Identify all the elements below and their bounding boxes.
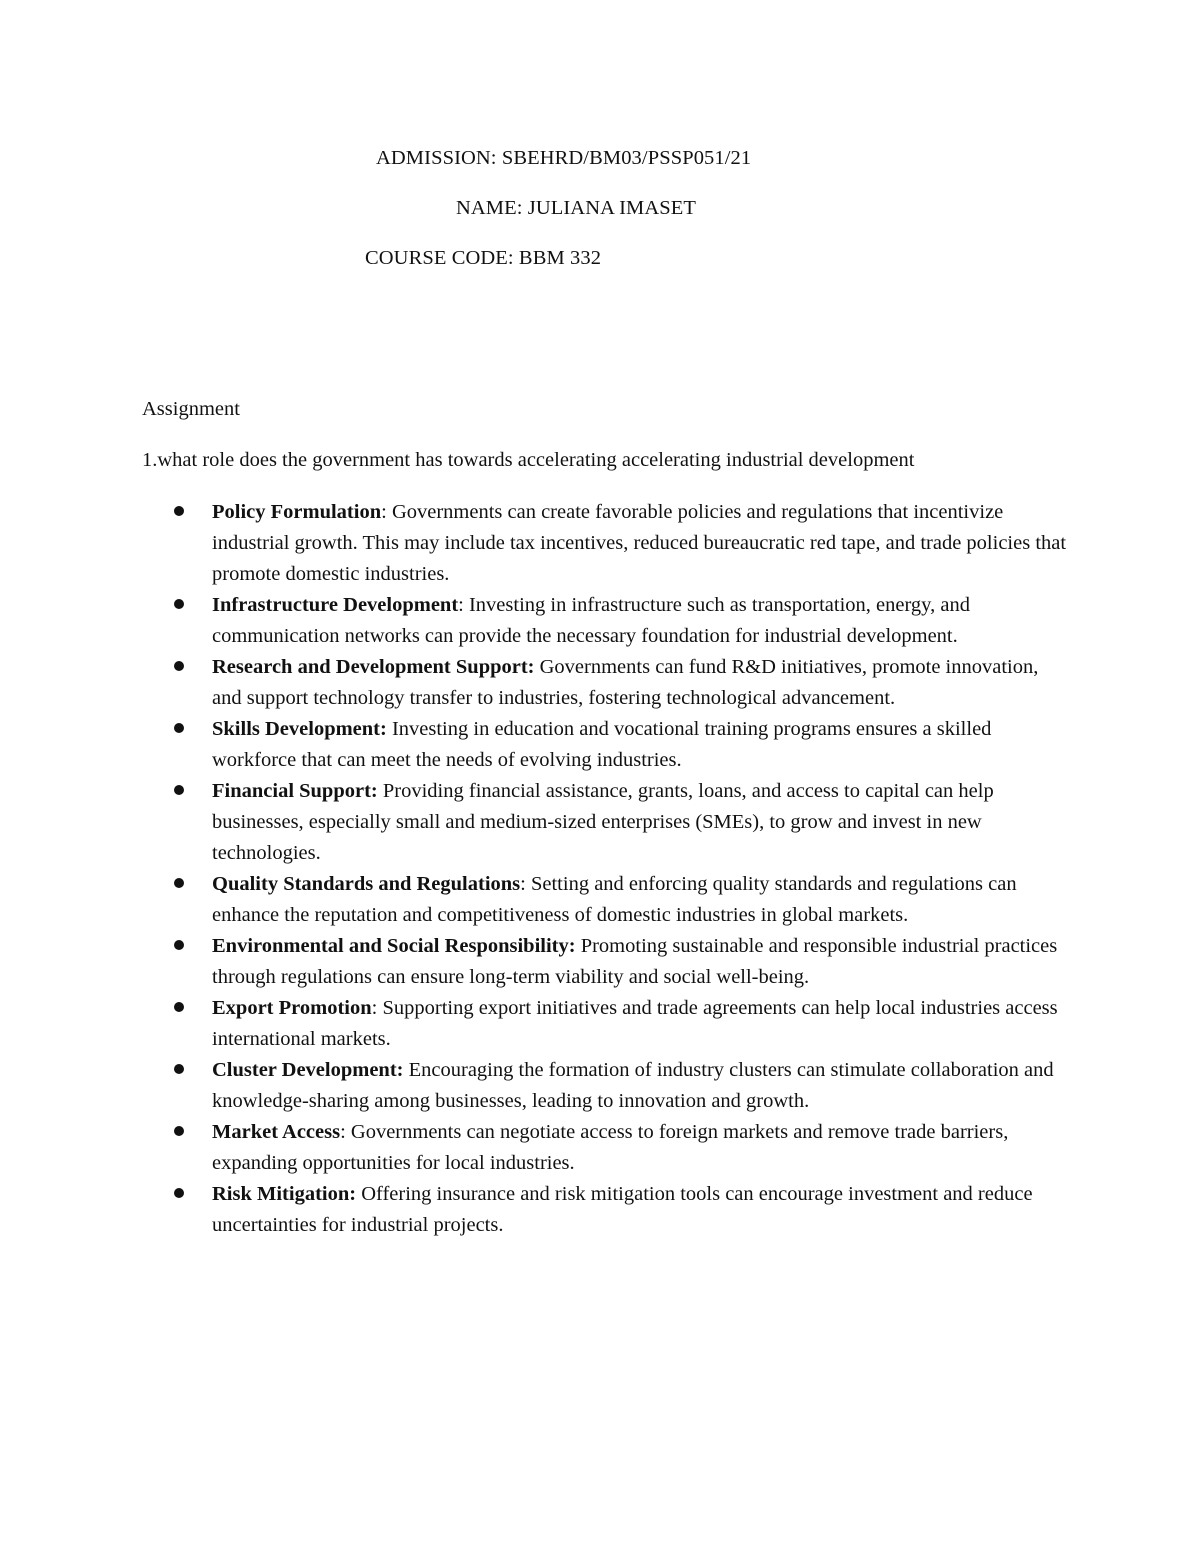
bullet-icon xyxy=(174,599,184,609)
bullet-term: Environmental and Social Responsibility: xyxy=(212,935,576,957)
bullet-text: Promoting sustainable and responsible industrial practices through regulations can ensure long-term viability and social well-being. xyxy=(212,935,1058,988)
list-item xyxy=(172,1179,1072,1241)
list-item xyxy=(172,869,1072,931)
bullet-separator: : xyxy=(381,501,387,523)
bullet-icon xyxy=(174,661,184,671)
bullet-icon xyxy=(174,1002,184,1012)
bullet-text: Investing in education and vocational training programs ensures a skilled workforce that can meet the needs of evolving industries. xyxy=(212,718,992,771)
bullet-text: Supporting export initiatives and trade agreements can help local industries access international markets. xyxy=(212,997,1058,1050)
admission-line: ADMISSION: SBEHRD/BM03/PSSP051/21 xyxy=(376,147,752,169)
bullet-text: Governments can create favorable policies and regulations that incentivize industrial growth. This may include tax incentives, reduced bureaucratic red tape, and trade policies that promote domestic industries. xyxy=(212,501,1067,585)
bullet-term: Quality Standards and Regulations xyxy=(212,873,521,895)
bullet-text: Investing in infrastructure such as transportation, energy, and communication networks can provide the necessary foundation for industrial development. xyxy=(212,594,970,647)
list-item xyxy=(172,652,1072,714)
list-item xyxy=(172,776,1072,869)
bullet-separator: : xyxy=(520,873,526,895)
bullet-term: Policy Formulation xyxy=(212,501,382,523)
bullet-icon xyxy=(174,1188,184,1198)
student-name-line: NAME: JULIANA IMASET xyxy=(456,197,697,219)
bullet-text: Encouraging the formation of industry clusters can stimulate collaboration and knowledge-sharing among businesses, leading to innovation and growth. xyxy=(212,1059,1054,1112)
bullet-icon xyxy=(174,940,184,950)
bullet-term: Export Promotion xyxy=(212,997,372,1019)
bullet-separator: : xyxy=(340,1121,346,1143)
list-item xyxy=(172,1055,1072,1117)
list-item xyxy=(172,497,1072,590)
bullet-term: Research and Development Support: xyxy=(212,656,535,678)
bullet-term: Market Access xyxy=(212,1121,341,1143)
section-title: Assignment xyxy=(142,398,240,420)
bullet-text: Governments can fund R&D initiatives, promote innovation, and support technology transfer to industries, fostering technological advancement. xyxy=(212,656,1039,709)
bullet-separator: : xyxy=(371,997,378,1019)
bullet-text: Providing financial assistance, grants, loans, and access to capital can help businesses, especially small and medium-sized enterprises (SMEs), to grow and invest in new technologies. xyxy=(212,780,994,864)
question-text: 1.what role does the government has towards accelerating accelerating industrial development xyxy=(142,449,915,471)
course-code-line: COURSE CODE: BBM 332 xyxy=(365,247,602,269)
list-item xyxy=(172,590,1072,652)
bullet-term: Cluster Development: xyxy=(212,1059,404,1081)
bullet-text: Offering insurance and risk mitigation tools can encourage investment and reduce uncertainties for industrial projects. xyxy=(212,1183,1033,1236)
bullet-icon xyxy=(174,723,184,733)
list-item xyxy=(172,931,1072,993)
bullet-text: Setting and enforcing quality standards and regulations can enhance the reputation and competitiveness of domestic industries in global markets. xyxy=(212,873,1017,926)
bullet-term: Infrastructure Development xyxy=(212,594,459,616)
bullet-term: Financial Support: xyxy=(212,780,378,802)
list-item xyxy=(172,714,1072,776)
bullet-term: Risk Mitigation: xyxy=(212,1183,357,1205)
bullet-icon xyxy=(174,878,184,888)
list-item xyxy=(172,993,1072,1055)
bullet-text: Governments can negotiate access to foreign markets and remove trade barriers, expanding opportunities for local industries. xyxy=(212,1121,1009,1174)
bullet-separator: : xyxy=(458,594,464,616)
bullet-term: Skills Development: xyxy=(212,718,387,740)
bullet-icon xyxy=(174,785,184,795)
bullet-icon xyxy=(174,1126,184,1136)
list-item xyxy=(172,1117,1072,1179)
bullet-icon xyxy=(174,1064,184,1074)
answer-bullet-list xyxy=(172,497,1072,1241)
bullet-icon xyxy=(174,506,184,516)
